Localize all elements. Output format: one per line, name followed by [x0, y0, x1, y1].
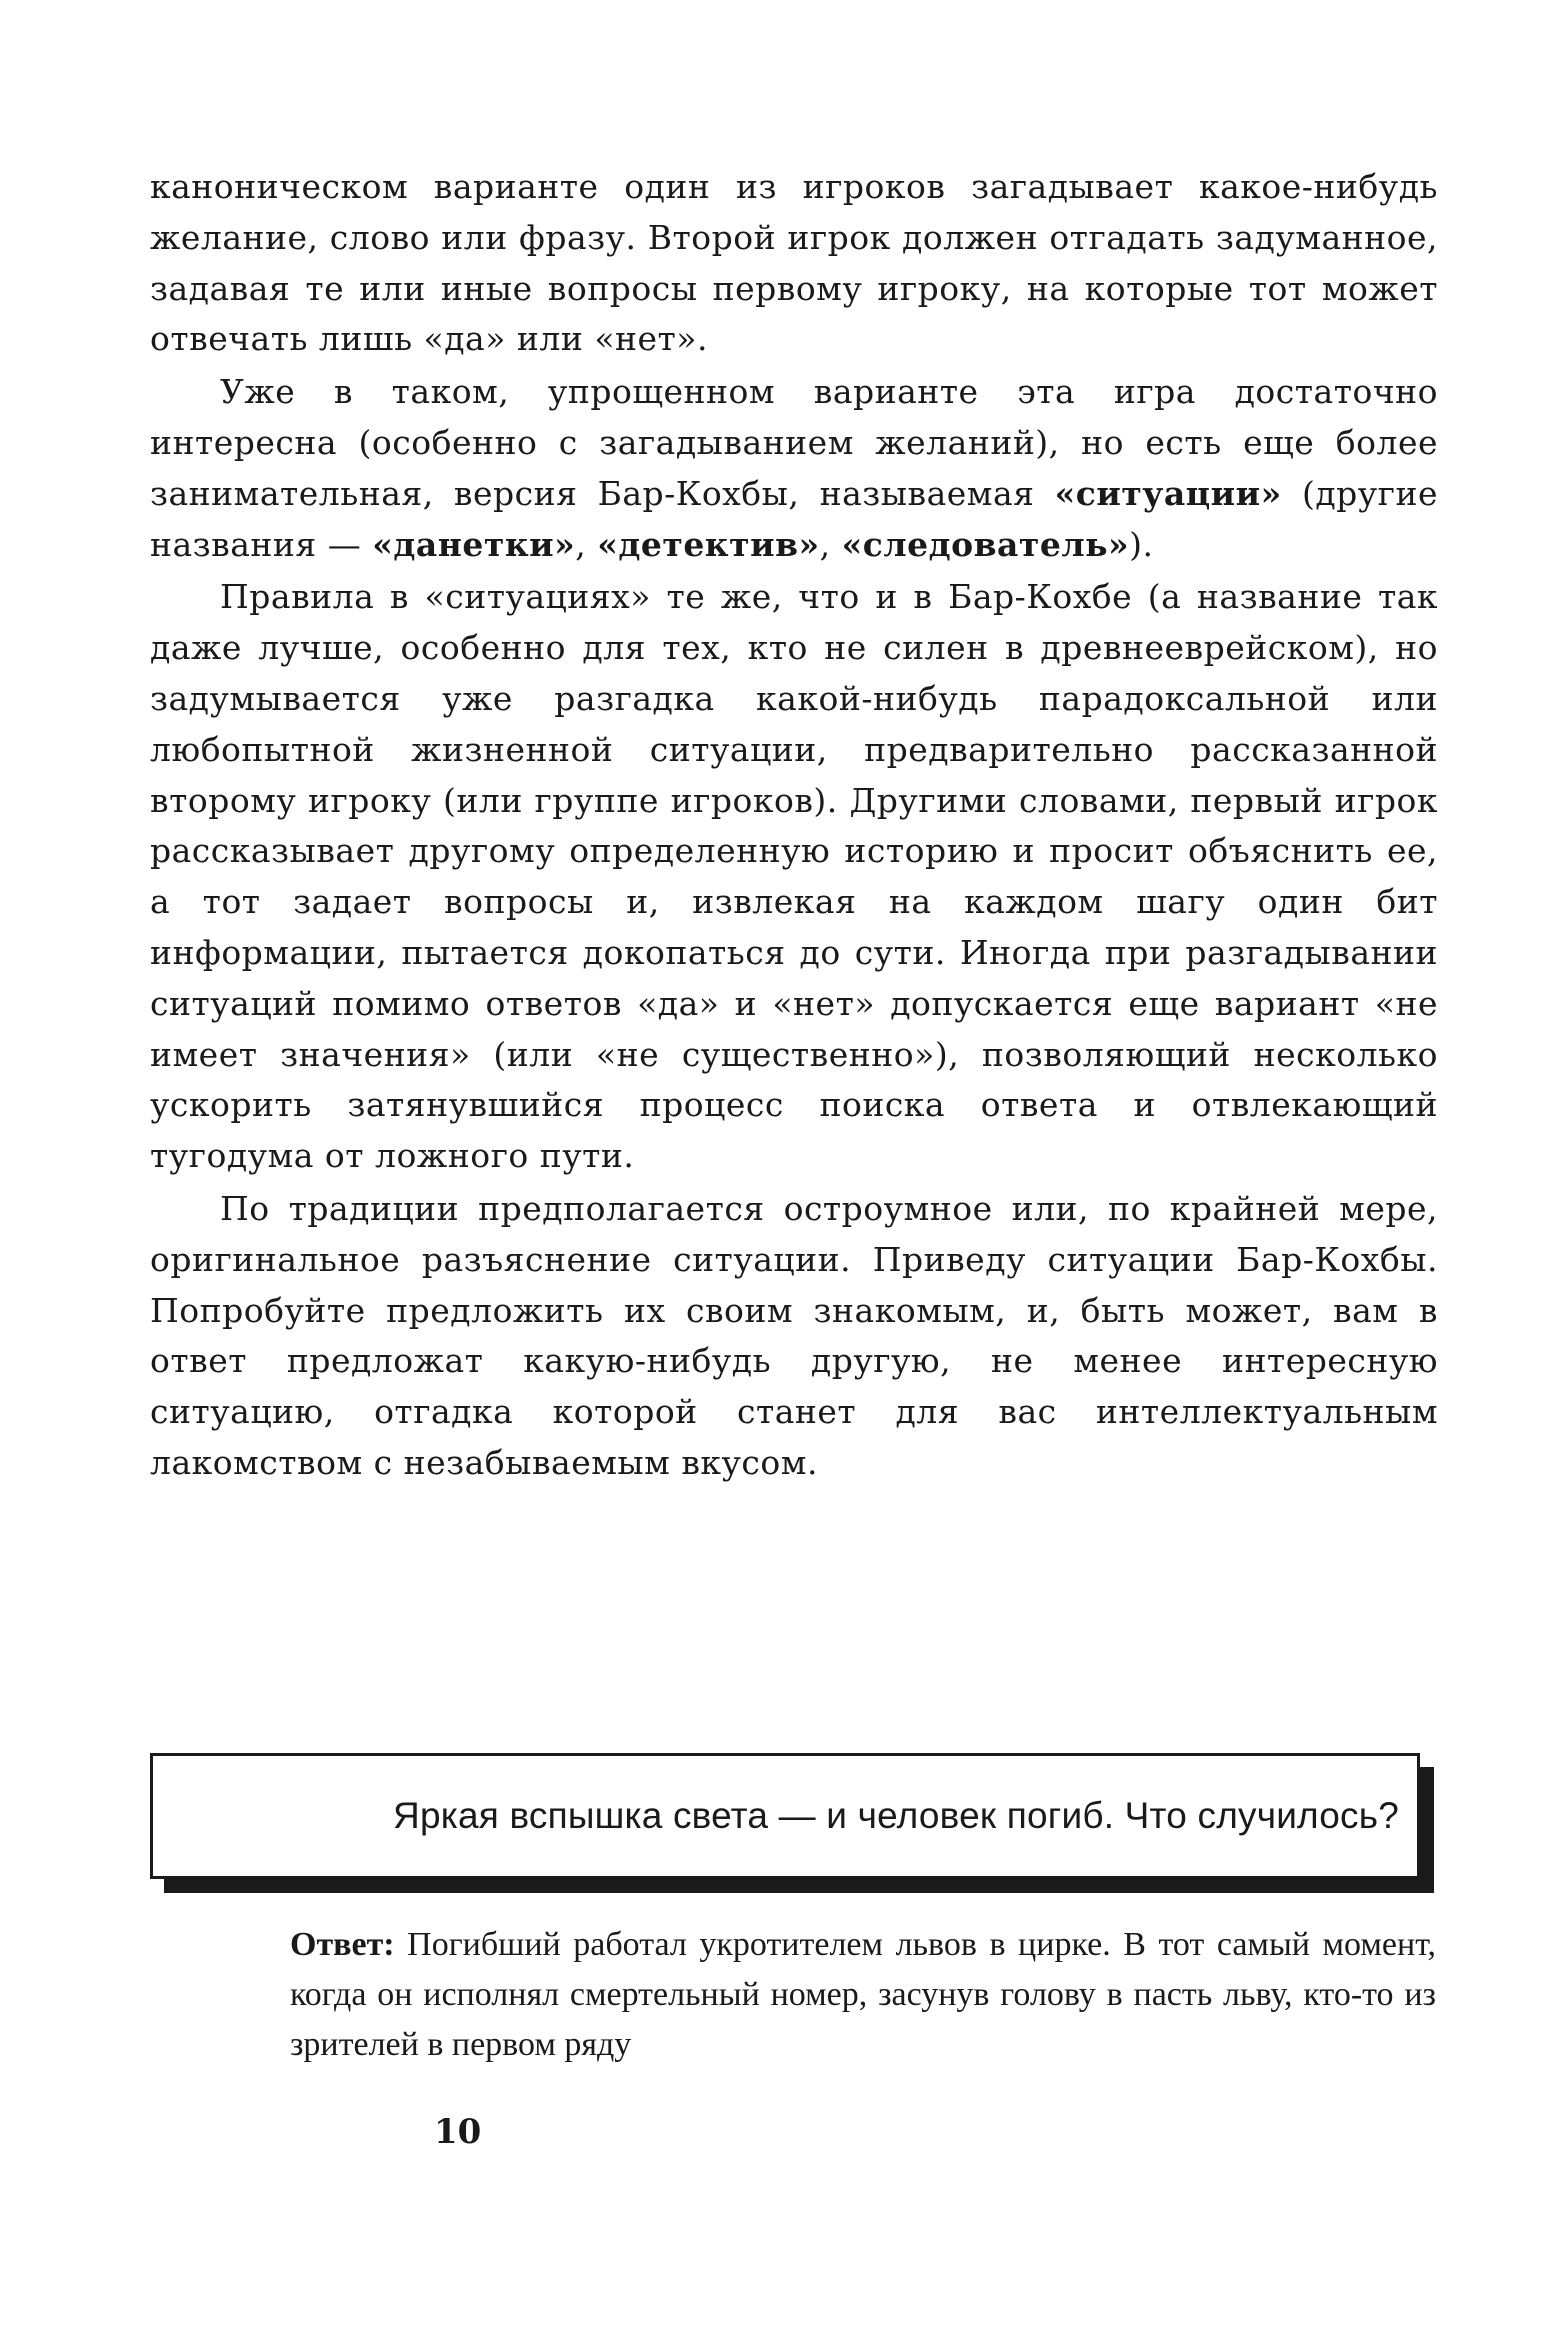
question-text: Яркая вспышка света — и человек погиб. Что случилось?	[393, 1795, 1399, 1836]
paragraph-2-mid1: (другие названия —	[150, 473, 1438, 564]
paragraph-2	[150, 367, 1438, 570]
paragraph-1: каноническом варианте один из игроков загадывает какое-нибудь желание, слово или фразу. Второй игрок должен отгадать задуманное, задавая те или иные вопросы первому игроку, на которые тот может отвечать лишь «да» или «нет».	[150, 167, 1438, 359]
answer-text: Погибший работал укротителем львов в цирке. В тот самый момент, когда он исполнял смертельный номер, засунув голову в пасть льву, кто-то из зрителей в первом ряду	[290, 1926, 1436, 2063]
paragraph-2-mid2: ,	[575, 524, 598, 564]
paragraph-3: Правила в «ситуациях» те же, что и в Бар-Кохбе (а название так даже лучше, особенно для тех, кто не силен в древнееврейском), но задумывается уже разгадка какой-нибудь парадоксальной или любопытной жизненной ситуации, предварительно рассказанной второму игроку (или группе игроков). Другими словами, первый игрок рассказывает другому определенную историю и просит объяснить ее, а тот задает вопросы и, извлекая на каждом шагу один бит информации, пытается докопаться до сути. Иногда при разгадывании ситуаций помимо ответов «да» и «нет» допускается еще вариант «не имеет значения» (или «не существенно»), позволяющий несколько ускорить затянувшийся процесс поиска ответа и отвлекающий тугодума от ложного пути.	[150, 577, 1438, 1176]
paragraph-2-start: Уже в таком, упрощенном варианте эта игра достаточно интересна (особенно с загадыванием желаний), но есть еще более занимательная, версия Бар-Кохбы, называемая	[150, 372, 1438, 513]
answer-label: Ответ:	[290, 1926, 395, 1963]
answer-block	[290, 1920, 1436, 2070]
main-text	[150, 162, 1438, 1491]
paragraph-2-end: ).	[1129, 524, 1154, 564]
term-detective: «детектив»	[597, 524, 820, 564]
page-number: 10	[434, 2112, 482, 2152]
term-situations: «ситуации»	[1054, 473, 1282, 513]
paragraph-2-mid3: ,	[819, 524, 842, 564]
paragraph-4: По традиции предполагается остроумное или, по крайней мере, оригинальное разъяснение ситуации. Приведу ситуации Бар-Кохбы. Попробуйте предложить их своим знакомым, и, быть может, вам в ответ предложат какую-нибудь другую, не менее интересную ситуацию, отгадка которой станет для вас интеллектуальным лакомством с незабываемым вкусом.	[150, 1188, 1438, 1482]
term-danetki: «данетки»	[372, 524, 576, 564]
term-investigator: «следователь»	[841, 524, 1130, 564]
question-box	[150, 1753, 1420, 1879]
